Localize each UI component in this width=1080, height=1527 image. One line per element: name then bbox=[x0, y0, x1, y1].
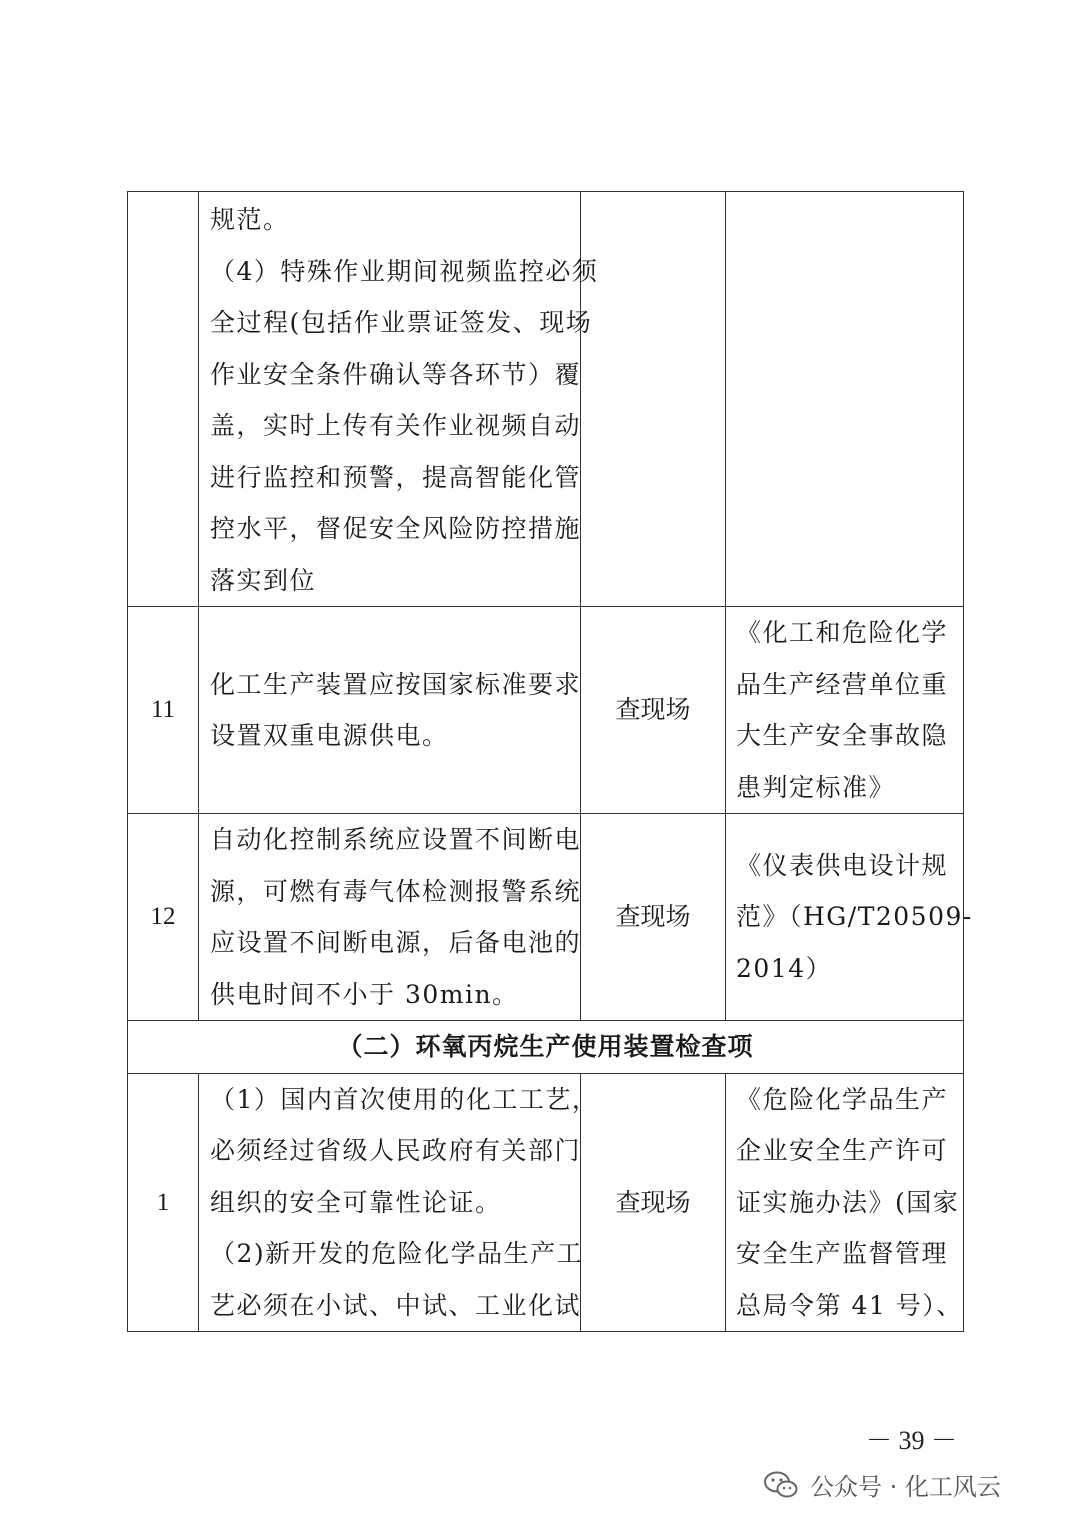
requirement-line: （1）国内首次使用的化工工艺， bbox=[210, 1084, 599, 1114]
basis-cell bbox=[726, 1073, 964, 1332]
basis-line: 《化工和危险化学 bbox=[736, 618, 949, 647]
basis-line: 《仪表供电设计规 bbox=[736, 850, 949, 880]
requirement-line: 源，可燃有毒气体检测报警系统 bbox=[210, 876, 582, 906]
requirement-line: 控水平，督促安全风险防控措施 bbox=[210, 514, 582, 543]
requirement-line: 进行监控和预警，提高智能化管 bbox=[210, 462, 582, 492]
requirement-line: 应设置不间断电源，后备电池的 bbox=[210, 928, 582, 957]
table-row bbox=[128, 814, 964, 1021]
inspection-table bbox=[127, 191, 973, 1332]
requirement-line: 供电时间不小于 30min。 bbox=[210, 979, 519, 1009]
method-cell: 查现场 bbox=[581, 1073, 726, 1332]
requirement-line: 自动化控制系统应设置不间断电 bbox=[210, 825, 582, 854]
requirement-line: 设置双重电源供电。 bbox=[210, 721, 449, 750]
basis-cell bbox=[726, 192, 964, 607]
basis-line: 《危险化学品生产 bbox=[736, 1084, 949, 1114]
requirement-cell bbox=[199, 814, 581, 1021]
requirement-cell bbox=[199, 192, 599, 607]
basis-cell bbox=[726, 607, 964, 814]
table-row bbox=[128, 1073, 964, 1332]
requirement-line: 落实到位 bbox=[210, 565, 317, 595]
watermark bbox=[764, 1467, 1001, 1502]
wechat-icon bbox=[764, 1471, 798, 1499]
row-number-cell: 1 bbox=[128, 1073, 199, 1332]
basis-line: 企业安全生产许可 bbox=[736, 1136, 949, 1165]
basis-line: 范》（HG/T20509- bbox=[736, 902, 973, 932]
basis-line: 证实施办法》(国家 bbox=[736, 1187, 960, 1217]
requirement-cell bbox=[199, 1073, 599, 1332]
method-cell: 查现场 bbox=[581, 814, 726, 1021]
table-row bbox=[128, 607, 964, 814]
row-number-cell: 12 bbox=[128, 814, 199, 1021]
requirement-line: 化工生产装置应按国家标准要求 bbox=[210, 669, 582, 699]
watermark-text: 公众号 · 化工风云 bbox=[810, 1473, 1001, 1501]
basis-cell bbox=[726, 814, 973, 1021]
basis-line: 总局令第 41 号）、 bbox=[736, 1290, 963, 1320]
basis-line: 患判定标准》 bbox=[736, 772, 896, 802]
requirement-line: （2)新开发的危险化学品生产工 bbox=[210, 1239, 584, 1268]
row-number-cell bbox=[128, 192, 199, 607]
basis-line: 2014） bbox=[736, 953, 833, 983]
requirement-cell bbox=[199, 607, 581, 814]
section-title: （二）环氧丙烷生产使用装置检查项 bbox=[128, 1021, 964, 1074]
basis-line: 大生产安全事故隐 bbox=[736, 721, 949, 750]
page-number: － 39 － bbox=[866, 1426, 958, 1455]
requirement-line: （4）特殊作业期间视频监控必须 bbox=[210, 256, 599, 286]
requirement-line: 全过程(包括作业票证签发、现场 bbox=[210, 308, 593, 337]
requirement-line: 必须经过省级人民政府有关部门 bbox=[210, 1136, 582, 1165]
basis-line: 品生产经营单位重 bbox=[736, 669, 949, 699]
section-row bbox=[128, 1021, 964, 1074]
requirement-line: 艺必须在小试、中试、工业化试 bbox=[210, 1290, 582, 1320]
basis-line: 安全生产监督管理 bbox=[736, 1239, 949, 1268]
requirement-line: 组织的安全可靠性论证。 bbox=[210, 1187, 502, 1217]
method-cell bbox=[581, 192, 726, 607]
table-row bbox=[128, 192, 964, 607]
row-number-cell: 11 bbox=[128, 607, 199, 814]
requirement-line: 规范。 bbox=[210, 205, 290, 234]
requirement-line: 盖，实时上传有关作业视频自动 bbox=[210, 411, 582, 440]
requirement-line: 作业安全条件确认等各环节）覆 bbox=[210, 359, 582, 389]
method-cell: 查现场 bbox=[581, 607, 726, 814]
